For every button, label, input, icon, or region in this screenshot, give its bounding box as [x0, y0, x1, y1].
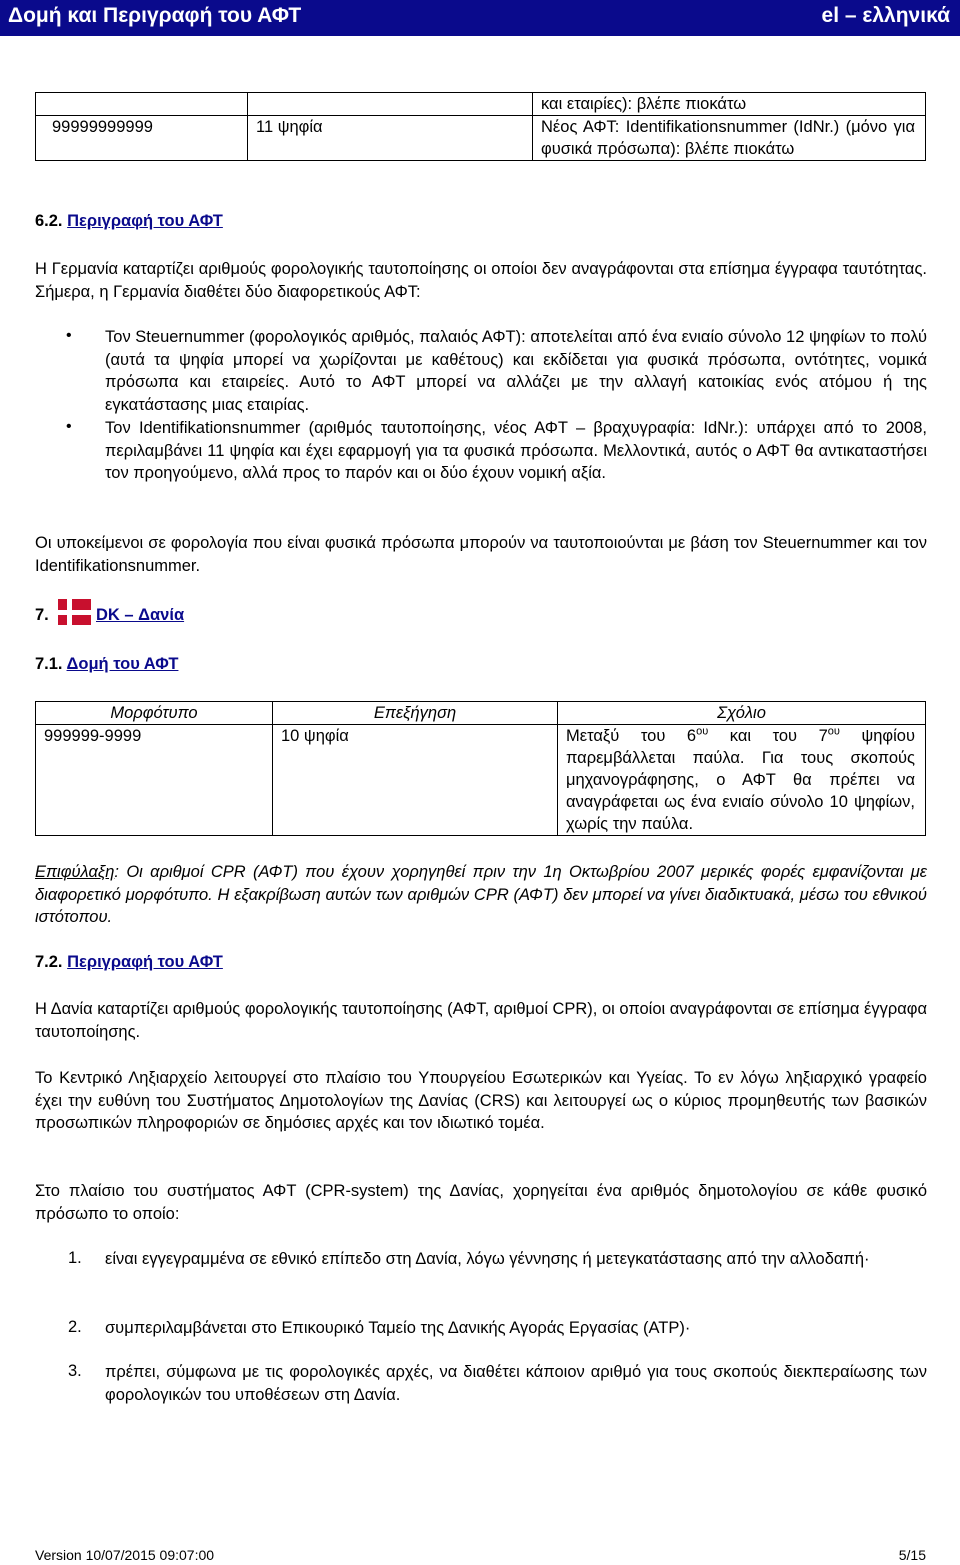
de-continuation-table	[35, 92, 926, 161]
paragraph: Στο πλαίσιο του συστήματος ΑΦΤ (CPR-system) της Δανίας, χορηγείται ένα αριθμός δημοτολογίου σε κάθε φυσικό πρόσωπο το οποίο:	[35, 1182, 927, 1223]
column-header: Σχόλιο	[558, 702, 926, 725]
table-header-row	[36, 702, 926, 725]
list-item: πρέπει, σύμφωνα με τις φορολογικές αρχές, να διαθέτει κάποιον αριθμό για τους σκοπούς διεκπεραίωσης των φορολογικών του υποθέσεων στη Δανία.	[105, 1363, 927, 1404]
table-row	[36, 116, 926, 161]
section-heading-7: 7.	[35, 606, 49, 624]
table-cell: 999999-9999	[36, 725, 273, 836]
table-cell: και εταιρίες): βλέπε πιοκάτω	[533, 93, 926, 116]
document-header-bar	[0, 0, 960, 36]
paragraph: Η Δανία καταρτίζει αριθμούς φορολογικής ταυτοποίησης (ΑΦΤ, αριθμοί CPR), οι οποίοι αναγράφονται σε επίσημα έγγραφα ταυτοποίησης.	[35, 1000, 927, 1041]
section-heading-7-1: 7.1. Δομή του ΑΦΤ	[35, 655, 179, 673]
list-number: 3.	[68, 1362, 82, 1380]
list-item: συμπεριλαμβάνεται στο Επικουρικό Ταμείο της Δανικής Αγοράς Εργασίας (ATP)·	[105, 1319, 691, 1337]
table-cell: 10 ψηφία	[273, 725, 558, 836]
document-title: Δομή και Περιγραφή του ΑΦΤ	[8, 4, 302, 27]
column-header: Μορφότυπο	[36, 702, 273, 725]
table-cell: Μεταξύ του $6^{o\upsilon}$ και του $7^{o\upsilon}$ ψηφίου παρεμβάλλεται παύλα. Για τους σκοπούς μηχανογράφησης, ο ΑΦΤ θα πρέπει να αναγράφεται ως ένα ενιαίο σύνολο 10 ψηφίων, χωρίς την παύλα.	[558, 725, 926, 836]
paragraph: Η Γερμανία καταρτίζει αριθμούς φορολογικής ταυτοποίησης οι οποίοι δεν αναγράφονται στα επίσημα έγγραφα ταυτότητας. Σήμερα, η Γερμανία διαθέτει δύο διαφορετικούς ΑΦΤ:	[35, 260, 927, 301]
table-row	[36, 93, 926, 116]
bullet-icon: •	[66, 418, 72, 435]
table-cell: 11 ψηφία	[248, 116, 533, 161]
paragraph: Το Κεντρικό Ληξιαρχείο λειτουργεί στο πλαίσιο του Υπουργείου Εσωτερικών και Υγείας. Το εν λόγω ληξιαρχικό γραφείο έχει την ευθύνη του Συστήματος Δημοτολογίων της Δανίας (CRS) και λειτουργεί ως ο κύριος προμηθευτής των βασικών προσωπικών πληροφοριών σε δημόσιες αρχές και τον ιδιωτικό τομέα.	[35, 1069, 927, 1132]
denmark-flag-icon	[58, 599, 91, 625]
dk-format-table	[35, 701, 926, 836]
list-item: Τον Identifikationsnummer (αριθμός ταυτοποίησης, νέος ΑΦΤ – βραχυγραφία: IdNr.): υπάρχει από το 2008, περιλαμβάνει 11 ψηφία και έχει εφαρμογή για τα φυσικά πρόσωπα. Μελλοντικά, αυτός ο ΑΦΤ θα αντικαταστήσει τον προηγούμενο, αλλά προς το παρόν και οι δύο έχουν νομική αξία.	[105, 419, 927, 482]
caution-label: Επιφύλαξη	[35, 863, 115, 881]
paragraph: Οι υποκείμενοι σε φορολογία που είναι φυσικά πρόσωπα μπορούν να ταυτοποιούνται με βάση τον Steuernummer και τον Identifikationsnummer.	[35, 534, 927, 575]
caution-paragraph: Επιφύλαξη: Οι αριθμοί CPR (ΑΦΤ) που έχουν χορηγηθεί πριν την 1η Οκτωβρίου 2007 μερικές φορές εμφανίζονται με διαφορετικό μορφότυπο. Η εξακρίβωση αυτών των αριθμών CPR (ΑΦΤ) δεν μπορεί να γίνει διαδικτυακά, μέσω του εθνικού ιστότοπου.	[35, 863, 927, 926]
footer-page-number: 5/15	[898, 1547, 926, 1563]
section-heading-6-2: 6.2. Περιγραφή του ΑΦΤ	[35, 212, 223, 230]
table-cell: 99999999999	[36, 116, 248, 161]
section-title: Δομή του ΑΦΤ	[66, 655, 179, 673]
list-item: Τον Steuernummer (φορολογικός αριθμός, παλαιός ΑΦΤ): αποτελείται από ένα ενιαίο σύνολο 12 ψηφίων το πολύ (αυτά τα ψηφία μπορεί να χωρίζονται με καθέτους) και εκδίδεται για φυσικά πρόσωπα, οντότητες, νομικά πρόσωπα και εταιρείες. Αυτό το ΑΦΤ μπορεί να αλλάζει με την αλλαγή κατοικίας ενός ατόμου ή της εγκατάστασης μιας εταιρίας.	[105, 328, 927, 414]
section-title: DK – Δανία	[96, 606, 185, 624]
list-number: 1.	[68, 1249, 82, 1267]
section-heading-7-2: 7.2. Περιγραφή του ΑΦΤ	[35, 953, 223, 971]
table-cell: Νέος ΑΦΤ: Identifikationsnummer (IdNr.) (μόνο για φυσικά πρόσωπα): βλέπε πιοκάτω	[533, 116, 926, 161]
list-item: είναι εγγεγραμμένα σε εθνικό επίπεδο στη Δανία, λόγω γέννησης ή μετεγκατάστασης από την αλλοδαπή·	[105, 1250, 870, 1268]
section-title: Περιγραφή του ΑΦΤ	[67, 212, 223, 230]
bullet-icon: •	[66, 327, 72, 344]
column-header: Επεξήγηση	[273, 702, 558, 725]
table-row	[36, 725, 926, 836]
footer-version: Version 10/07/2015 09:07:00	[35, 1547, 215, 1563]
section-title: Περιγραφή του ΑΦΤ	[67, 953, 223, 971]
list-number: 2.	[68, 1318, 82, 1336]
language-label: el – ελληνικά	[821, 4, 950, 27]
